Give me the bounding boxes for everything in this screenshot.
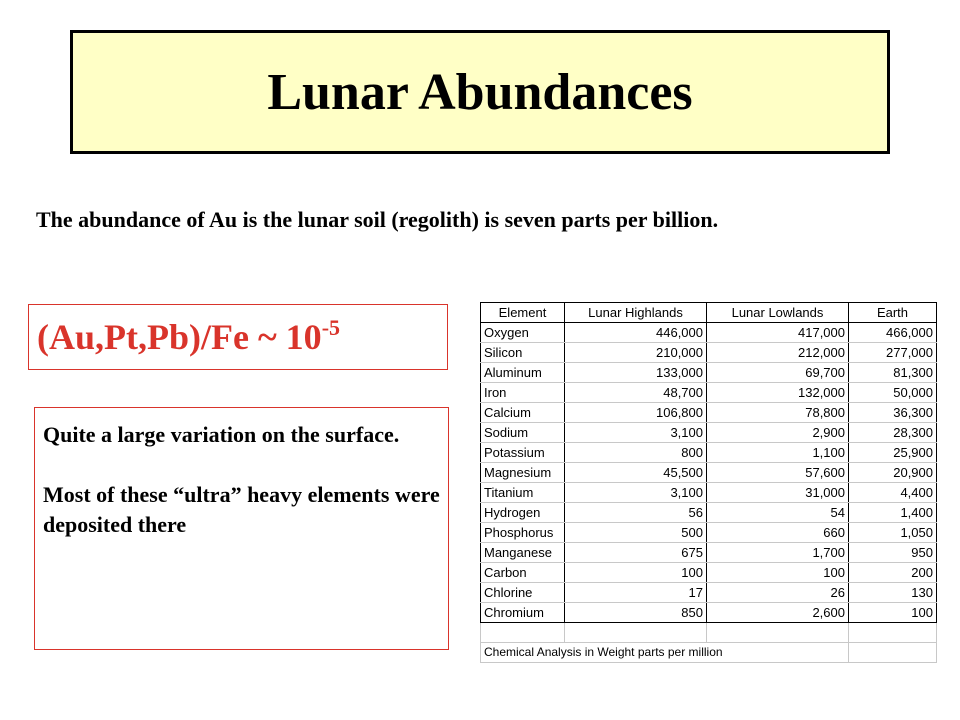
cell-earth: 4,400 [849,483,937,503]
cell-earth: 950 [849,543,937,563]
cell-element: Manganese [481,543,565,563]
title-box [70,30,890,154]
cell-earth: 36,300 [849,403,937,423]
cell-highlands: 3,100 [565,423,707,443]
cell-lowlands: 660 [707,523,849,543]
table-row [481,403,937,423]
cell-earth: 200 [849,563,937,583]
cell-highlands: 500 [565,523,707,543]
page-title: Lunar Abundances [267,63,693,121]
cell-earth: 130 [849,583,937,603]
cell-earth: 1,400 [849,503,937,523]
note-paragraph-1: Quite a large variation on the surface. [43,422,400,447]
ratio-formula [37,316,340,358]
table-row [481,483,937,503]
cell-lowlands: 212,000 [707,343,849,363]
cell-element: Phosphorus [481,523,565,543]
ratio-base: (Au,Pt,Pb)/Fe ~ 10 [37,317,322,357]
cell-element: Carbon [481,563,565,583]
cell-lowlands: 54 [707,503,849,523]
cell-lowlands: 78,800 [707,403,849,423]
cell-highlands: 3,100 [565,483,707,503]
table-row [481,443,937,463]
cell-element: Iron [481,383,565,403]
cell-lowlands: 31,000 [707,483,849,503]
cell-highlands: 675 [565,543,707,563]
cell-lowlands: 100 [707,563,849,583]
table-row [481,343,937,363]
cell-earth: 81,300 [849,363,937,383]
cell-highlands: 133,000 [565,363,707,383]
abundance-table [480,302,937,663]
cell-lowlands: 2,600 [707,603,849,623]
cell-earth: 50,000 [849,383,937,403]
column-header-earth: Earth [849,303,937,323]
cell-element: Silicon [481,343,565,363]
table-row [481,563,937,583]
ratio-exponent: -5 [321,315,341,340]
cell-earth: 466,000 [849,323,937,343]
table-header-row [481,303,937,323]
table-row [481,463,937,483]
cell-lowlands: 2,900 [707,423,849,443]
cell-element: Chromium [481,603,565,623]
cell-element: Oxygen [481,323,565,343]
cell-lowlands: 132,000 [707,383,849,403]
cell-earth: 28,300 [849,423,937,443]
table-row [481,583,937,603]
column-header-element: Element [481,303,565,323]
cell-element: Potassium [481,443,565,463]
table-row [481,503,937,523]
table-footer-row [481,643,937,663]
cell-highlands: 17 [565,583,707,603]
ratio-box [28,304,448,370]
column-header-highlands: Lunar Highlands [565,303,707,323]
table-row [481,423,937,443]
table-row [481,603,937,623]
table-footnote: Chemical Analysis in Weight parts per million [481,643,849,663]
cell-element: Sodium [481,423,565,443]
cell-earth: 1,050 [849,523,937,543]
cell-highlands: 106,800 [565,403,707,423]
table-row [481,363,937,383]
table-row [481,543,937,563]
intro-text: The abundance of Au is the lunar soil (regolith) is seven parts per billion. [36,207,719,232]
cell-lowlands: 1,100 [707,443,849,463]
cell-element: Aluminum [481,363,565,383]
cell-highlands: 48,700 [565,383,707,403]
cell-highlands: 56 [565,503,707,523]
cell-element: Titanium [481,483,565,503]
cell-element: Chlorine [481,583,565,603]
cell-highlands: 800 [565,443,707,463]
table-spacer-row [481,623,937,643]
cell-lowlands: 1,700 [707,543,849,563]
cell-earth: 100 [849,603,937,623]
cell-earth: 25,900 [849,443,937,463]
cell-highlands: 210,000 [565,343,707,363]
abundance-table-wrapper [480,302,937,663]
cell-lowlands: 57,600 [707,463,849,483]
cell-highlands: 100 [565,563,707,583]
cell-element: Magnesium [481,463,565,483]
cell-lowlands: 417,000 [707,323,849,343]
cell-highlands: 446,000 [565,323,707,343]
column-header-lowlands: Lunar Lowlands [707,303,849,323]
cell-earth: 20,900 [849,463,937,483]
cell-lowlands: 69,700 [707,363,849,383]
table-row [481,323,937,343]
table-row [481,383,937,403]
cell-highlands: 850 [565,603,707,623]
table-row [481,523,937,543]
cell-element: Hydrogen [481,503,565,523]
note-paragraph-2: Most of these “ultra” heavy elements were deposited there [43,482,440,537]
cell-highlands: 45,500 [565,463,707,483]
note-box [34,407,449,650]
cell-lowlands: 26 [707,583,849,603]
cell-element: Calcium [481,403,565,423]
cell-earth: 277,000 [849,343,937,363]
